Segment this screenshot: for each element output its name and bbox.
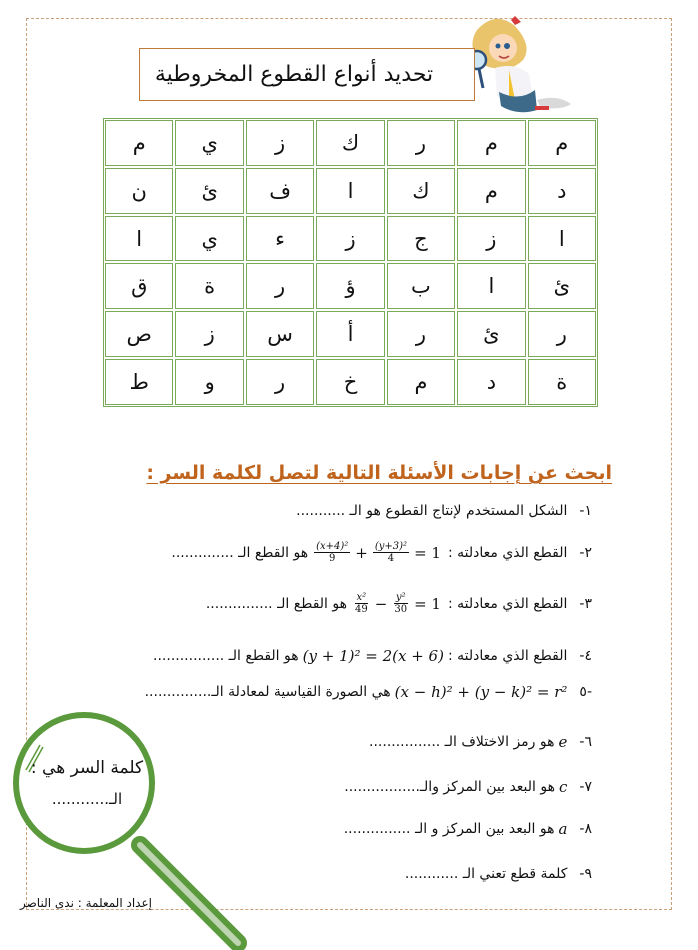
question-number: ٨- — [579, 821, 592, 837]
numerator: x² — [356, 592, 367, 603]
grid-cell: س — [246, 311, 314, 357]
question-suffix: هو البعد بين المركز والـ................. — [344, 779, 555, 795]
grid-cell: ئ — [457, 311, 525, 357]
word-search-grid — [103, 118, 598, 407]
fraction — [373, 541, 409, 564]
secret-word-blank: الـ............ — [51, 790, 123, 808]
question-number: ٣- — [579, 595, 592, 612]
grid-cell: ف — [246, 168, 314, 214]
question-number: ٤- — [579, 648, 592, 664]
grid-cell: ص — [105, 311, 173, 357]
grid-cell: ي — [175, 120, 243, 166]
symbol: e — [558, 733, 568, 751]
numerator: (x+4)² — [316, 541, 349, 552]
question-number: ١- — [579, 503, 592, 519]
grid-cell: ز — [246, 120, 314, 166]
grid-cell: د — [457, 359, 525, 405]
operator: − — [374, 594, 388, 613]
equation-rhs: = 1 — [414, 543, 441, 562]
grid-cell: ن — [105, 168, 173, 214]
numerator: y² — [395, 592, 406, 603]
equation-rhs: = 1 — [414, 594, 441, 613]
grid-cell: ئ — [175, 168, 243, 214]
question-text: الشكل المستخدم لإنتاج القطوع هو الـ ........... — [296, 503, 568, 519]
grid-cell: ا — [316, 168, 384, 214]
symbol: a — [558, 820, 568, 838]
question-prefix: القطع الذي معادلته : — [447, 544, 568, 561]
question-4 — [153, 647, 592, 665]
grid-cell: ر — [387, 120, 455, 166]
question-number: ٩- — [579, 866, 592, 882]
grid-cell: ط — [105, 359, 173, 405]
grid-cell: ء — [246, 216, 314, 262]
equation — [312, 541, 444, 564]
question-number: ٢- — [579, 544, 592, 561]
grid-cell: م — [457, 120, 525, 166]
fraction — [353, 592, 370, 615]
question-prefix: القطع الذي معادلته : — [447, 648, 568, 664]
grid-cell: ي — [175, 216, 243, 262]
question-text: كلمة قطع تعني الـ ............ — [404, 866, 568, 882]
grid-cell: ز — [316, 216, 384, 262]
equation — [351, 592, 444, 615]
secret-word-label: كلمة السر هي : — [30, 758, 144, 778]
fraction — [314, 541, 350, 564]
grid-cell: ج — [387, 216, 455, 262]
grid-cell: ر — [387, 311, 455, 357]
question-number: -٥ — [579, 684, 592, 700]
question-suffix: هي الصورة القياسية لمعادلة الـ............... — [144, 684, 391, 700]
grid-cell: ة — [175, 263, 243, 309]
instructions-heading: ابحث عن إجابات الأسئلة التالية لتصل لكلمة السر : — [146, 462, 612, 484]
question-suffix: هو البعد بين المركز و الـ ............... — [343, 821, 555, 837]
question-5 — [145, 683, 592, 701]
grid-cell: م — [457, 168, 525, 214]
worksheet-title-box — [139, 48, 475, 101]
question-suffix: هو القطع الـ ............... — [205, 595, 348, 612]
grid-cell: ر — [246, 359, 314, 405]
grid-cell: ر — [528, 311, 596, 357]
question-6 — [369, 733, 592, 751]
teacher-credit: إعداد المعلمة : ندى الناصر — [20, 896, 152, 910]
grid-cell: ب — [387, 263, 455, 309]
grid-cell: ا — [457, 263, 525, 309]
grid-cell: م — [528, 120, 596, 166]
worksheet-title: تحديد أنواع القطوع المخروطية — [154, 62, 434, 87]
grid-cell: د — [528, 168, 596, 214]
operator: + — [355, 543, 368, 562]
grid-cell: ق — [105, 263, 173, 309]
secret-word-box — [17, 740, 157, 860]
denominator: 49 — [355, 604, 368, 615]
fraction — [392, 592, 409, 615]
question-number: ٧- — [579, 779, 592, 795]
question-9 — [405, 866, 592, 882]
equation: (x − h)² + (y − k)² = r² — [394, 683, 568, 701]
grid-cell: ز — [457, 216, 525, 262]
question-1 — [296, 503, 592, 519]
grid-cell: ر — [246, 263, 314, 309]
numerator: (y+3)² — [374, 541, 408, 552]
grid-cell: ا — [528, 216, 596, 262]
denominator: 4 — [387, 553, 395, 564]
question-7 — [344, 778, 592, 796]
question-number: ٦- — [579, 734, 592, 750]
grid-cell: ا — [105, 216, 173, 262]
question-8 — [344, 820, 592, 838]
grid-cell: ك — [387, 168, 455, 214]
grid-cell: ئ — [528, 263, 596, 309]
grid-cell: خ — [316, 359, 384, 405]
equation: (y + 1)² = 2(x + 6) — [302, 647, 444, 665]
grid-cell: م — [387, 359, 455, 405]
grid-cell: أ — [316, 311, 384, 357]
grid-cell: م — [105, 120, 173, 166]
denominator: 9 — [328, 553, 336, 564]
denominator: 30 — [394, 604, 408, 615]
question-2 — [171, 541, 592, 564]
grid-cell: و — [175, 359, 243, 405]
question-suffix: هو رمز الاختلاف الـ ................ — [369, 734, 555, 750]
grid-cell: ك — [316, 120, 384, 166]
grid-cell: ؤ — [316, 263, 384, 309]
question-suffix: هو القطع الـ .............. — [171, 544, 309, 561]
grid-cell: ز — [175, 311, 243, 357]
question-suffix: هو القطع الـ ................ — [153, 648, 299, 664]
grid-cell: ة — [528, 359, 596, 405]
symbol: c — [559, 778, 568, 796]
question-prefix: القطع الذي معادلته : — [447, 595, 568, 612]
question-3 — [206, 592, 592, 615]
